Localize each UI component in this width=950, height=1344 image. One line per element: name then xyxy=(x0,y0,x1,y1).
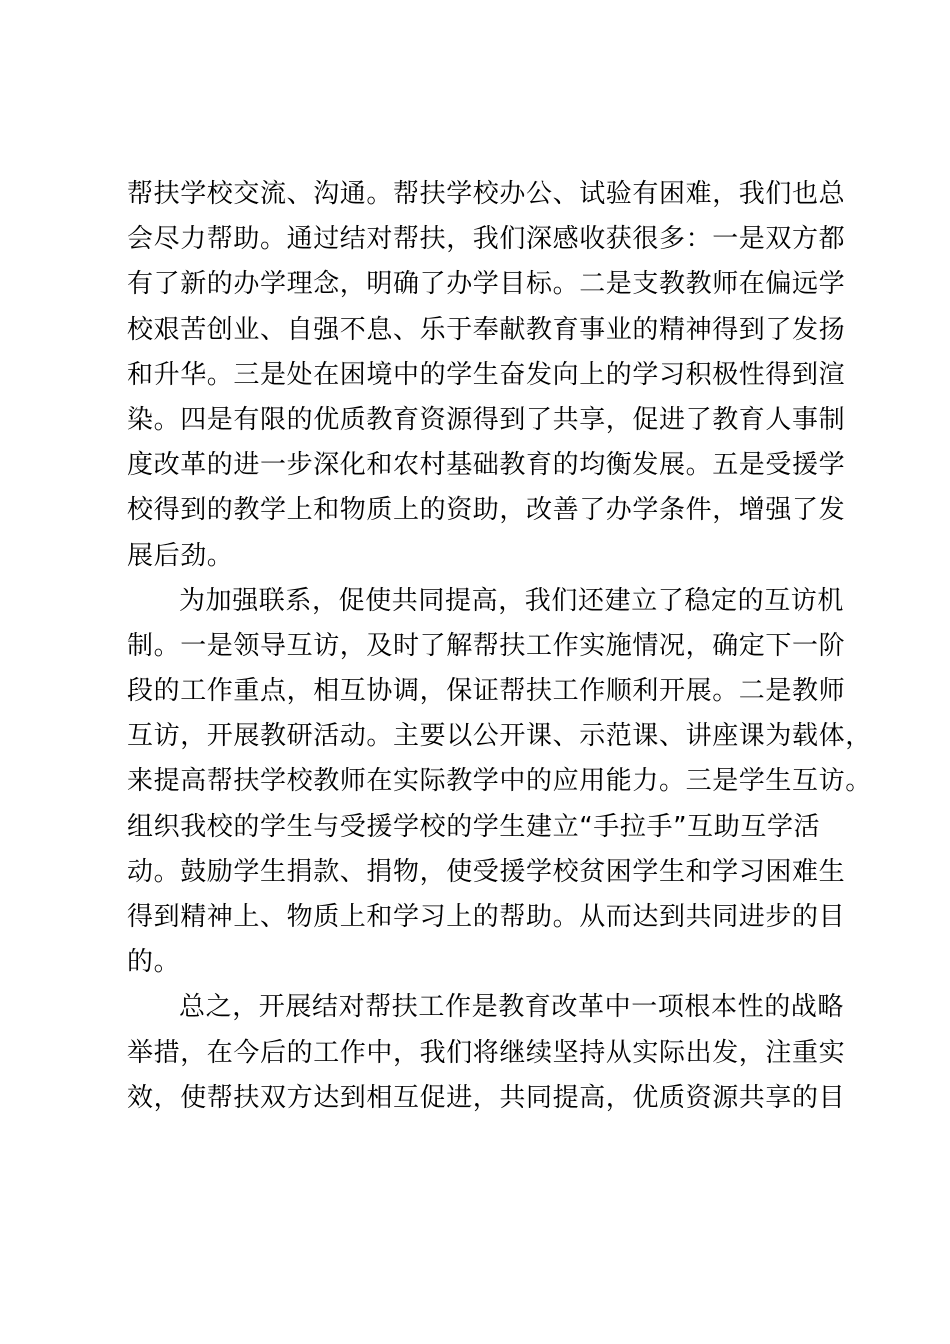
paragraph-start-line: 为加强联系，促使共同提高，我们还建立了稳定的互访机 xyxy=(179,585,845,616)
text-line: 展后劲。 xyxy=(127,540,234,571)
text-line: 来提高帮扶学校教师在实际教学中的应用能力。三是学生互访。 xyxy=(127,766,872,797)
text-line: 染。四是有限的优质教育资源得到了共享，促进了教育人事制 xyxy=(127,404,846,435)
text-line: 有了新的办学理念，明确了办学目标。二是支教教师在偏远学 xyxy=(127,269,846,300)
text-line: 帮扶学校交流、沟通。帮扶学校办公、试验有困难，我们也总 xyxy=(127,179,846,209)
text-line: 会尽力帮助。通过结对帮扶，我们深感收获很多：一是双方都 xyxy=(127,224,846,255)
text-line: 和升华。三是处在困境中的学生奋发向上的学习积极性得到渲 xyxy=(127,359,846,390)
text-line: 的。 xyxy=(127,947,181,978)
text-line: 互访，开展教研活动。主要以公开课、示范课、讲座课为载体， xyxy=(127,721,872,752)
text-line: 举措，在今后的工作中，我们将继续坚持从实际出发，注重实 xyxy=(127,1037,846,1068)
text-line: 段的工作重点，相互协调，保证帮扶工作顺利开展。二是教师 xyxy=(127,676,846,707)
text-line: 得到精神上、物质上和学习上的帮助。从而达到共同进步的目 xyxy=(127,902,846,932)
paragraph-start-line: 总之，开展结对帮扶工作是教育改革中一项根本性的战略 xyxy=(179,992,845,1023)
text-line: 校艰苦创业、自强不息、乐于奉献教育事业的精神得到了发扬 xyxy=(127,314,846,345)
text-line: 度改革的进一步深化和农村基础教育的均衡发展。五是受援学 xyxy=(127,450,846,481)
text-line: 动。鼓励学生捐款、捐物，使受援学校贫困学生和学习困难生 xyxy=(127,856,846,887)
text-line: 效，使帮扶双方达到相互促进，共同提高，优质资源共享的目 xyxy=(127,1082,846,1113)
body-text xyxy=(127,172,872,1121)
text-line: 校得到的教学上和物质上的资助，改善了办学条件，增强了发 xyxy=(127,495,846,526)
text-line: 组织我校的学生与受援学校的学生建立“手拉手”互助互学活 xyxy=(127,811,821,842)
text-line: 制。一是领导互访，及时了解帮扶工作实施情况，确定下一阶 xyxy=(127,630,846,661)
